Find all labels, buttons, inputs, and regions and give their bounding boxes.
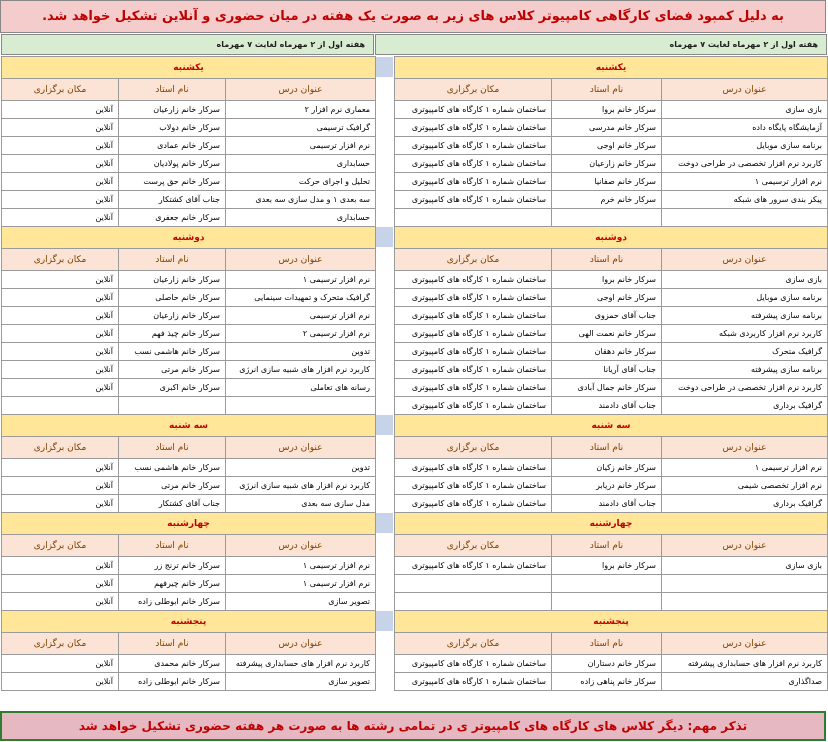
table-row	[2, 495, 376, 513]
course-cell: کاربرد نرم افزار های شبیه سازی انرژی	[226, 361, 376, 379]
course-cell: تدوین	[226, 343, 376, 361]
course-cell: نرم افزار ترسیمی ۱	[226, 557, 376, 575]
course-cell: نرم افزار ترسیمی ۱	[662, 459, 828, 477]
place-cell: آنلاین	[2, 155, 119, 173]
teacher-cell: سرکار خانم پولادیان	[119, 155, 226, 173]
course-cell: گرافیک برداری	[662, 495, 828, 513]
day-name: پنجشنبه	[395, 611, 828, 633]
table-row	[395, 307, 828, 325]
teacher-cell: جناب آقای کشتکار	[119, 191, 226, 209]
course-cell: صداگذاری	[662, 673, 828, 691]
place-cell: آنلاین	[2, 101, 119, 119]
place-cell: ساختمان شماره ۱ کارگاه های کامپیوتری	[395, 101, 552, 119]
place-cell: ساختمان شماره ۱ کارگاه های کامپیوتری	[395, 557, 552, 575]
place-cell	[395, 593, 552, 611]
teacher-cell: سرکار خانم هاشمی نسب	[119, 459, 226, 477]
teacher-cell	[552, 593, 662, 611]
course-cell: سه بعدی ۱ و مدل سازی سه بعدی	[226, 191, 376, 209]
table-row	[2, 271, 376, 289]
place-cell: آنلاین	[2, 361, 119, 379]
place-column-header: مکان برگزاری	[395, 633, 552, 655]
teacher-cell: سرکار خانم مدرسی	[552, 119, 662, 137]
table-row	[2, 343, 376, 361]
place-cell: ساختمان شماره ۱ کارگاه های کامپیوتری	[395, 289, 552, 307]
teacher-cell	[552, 575, 662, 593]
place-cell: آنلاین	[2, 557, 119, 575]
table-row	[395, 575, 828, 593]
place-cell: آنلاین	[2, 655, 119, 673]
teacher-cell: سرکار خانم مرتی	[119, 361, 226, 379]
teacher-cell: سرکار خانم خرم	[552, 191, 662, 209]
separator-block	[376, 611, 393, 631]
table-row	[2, 289, 376, 307]
teacher-cell: سرکار خانم بروا	[552, 271, 662, 289]
right-week-header: هفته اول از ۲ مهرماه لغایت ۷ مهرماه	[375, 34, 827, 55]
course-column-header: عنوان درس	[662, 79, 828, 101]
column-header-row	[2, 535, 376, 557]
course-cell: کاربرد نرم افزار های حسابداری پیشرفته	[226, 655, 376, 673]
place-cell: ساختمان شماره ۱ کارگاه های کامپیوتری	[395, 379, 552, 397]
course-cell: نرم افزار ترسیمی	[226, 137, 376, 155]
teacher-cell: سرکار خانم ابوطلی زاده	[119, 673, 226, 691]
place-cell: ساختمان شماره ۱ کارگاه های کامپیوتری	[395, 137, 552, 155]
place-cell: آنلاین	[2, 191, 119, 209]
teacher-cell: سرکار خانم نعمت الهی	[552, 325, 662, 343]
course-cell: گرافیک برداری	[662, 397, 828, 415]
teacher-cell: سرکار خانم اوجی	[552, 137, 662, 155]
course-column-header: عنوان درس	[662, 535, 828, 557]
teacher-cell: سرکار خانم حاصلی	[119, 289, 226, 307]
day-name: دوشنبه	[395, 227, 828, 249]
teacher-cell: سرکار خانم محمدی	[119, 655, 226, 673]
table-row	[395, 289, 828, 307]
teacher-cell: سرکار خانم دولاب	[119, 119, 226, 137]
teacher-cell: سرکار خانم پناهی زاده	[552, 673, 662, 691]
teacher-cell: سرکار خانم هاشمی نسب	[119, 343, 226, 361]
table-row	[395, 173, 828, 191]
course-cell: نرم افزار ترسیمی ۱	[226, 271, 376, 289]
table-row	[2, 173, 376, 191]
place-cell: آنلاین	[2, 271, 119, 289]
place-cell: آنلاین	[2, 673, 119, 691]
day-header-row	[2, 415, 376, 437]
place-cell: آنلاین	[2, 119, 119, 137]
course-cell: کاربرد نرم افزار تخصصی در طراحی دوخت	[662, 155, 828, 173]
place-cell: آنلاین	[2, 209, 119, 227]
column-header-row	[395, 437, 828, 459]
place-cell: آنلاین	[2, 593, 119, 611]
teacher-cell: جناب آقای دادمند	[552, 495, 662, 513]
place-cell: آنلاین	[2, 379, 119, 397]
teacher-cell: سرکار خانم زارعیان	[552, 155, 662, 173]
place-cell: ساختمان شماره ۱ کارگاه های کامپیوتری	[395, 119, 552, 137]
teacher-cell: سرکار خانم دریابر	[552, 477, 662, 495]
table-row	[2, 655, 376, 673]
place-cell: ساختمان شماره ۱ کارگاه های کامپیوتری	[395, 191, 552, 209]
day-header-row	[395, 611, 828, 633]
table-row	[2, 593, 376, 611]
column-header-row	[2, 249, 376, 271]
place-cell: آنلاین	[2, 459, 119, 477]
left-week-header: هفته اول از ۲ مهرماه لغایت ۷ مهرماه	[1, 34, 374, 55]
table-row	[2, 397, 376, 415]
place-cell: ساختمان شماره ۱ کارگاه های کامپیوتری	[395, 495, 552, 513]
teacher-cell: سرکار خانم چیذ فهم	[119, 325, 226, 343]
course-cell: نرم افزار ترسیمی ۱	[662, 173, 828, 191]
day-name: سه شنبه	[2, 415, 376, 437]
course-cell: برنامه سازی موبایل	[662, 137, 828, 155]
day-header-row	[2, 611, 376, 633]
course-cell: پیکر بندی سرور های شبکه	[662, 191, 828, 209]
separator-block	[376, 513, 393, 533]
separator-block	[376, 227, 393, 247]
teacher-cell: سرکار خانم مرتی	[119, 477, 226, 495]
teacher-cell: سرکار خانم اکبری	[119, 379, 226, 397]
day-header-row	[395, 57, 828, 79]
place-cell: آنلاین	[2, 495, 119, 513]
place-cell: ساختمان شماره ۱ کارگاه های کامپیوتری	[395, 155, 552, 173]
table-row	[395, 495, 828, 513]
course-cell: گرافیک ترسیمی	[226, 119, 376, 137]
course-column-header: عنوان درس	[226, 633, 376, 655]
table-row	[2, 325, 376, 343]
course-cell: برنامه سازی موبایل	[662, 289, 828, 307]
course-cell: آزمایشگاه پایگاه داده	[662, 119, 828, 137]
day-name: چهارشنبه	[395, 513, 828, 535]
day-header-row	[395, 415, 828, 437]
place-cell: ساختمان شماره ۱ کارگاه های کامپیوتری	[395, 343, 552, 361]
table-row	[2, 307, 376, 325]
course-cell: تحلیل و اجرای حرکت	[226, 173, 376, 191]
separator-block	[376, 415, 393, 435]
course-cell	[662, 575, 828, 593]
table-row	[395, 655, 828, 673]
course-cell: برنامه سازی پیشرفته	[662, 307, 828, 325]
course-column-header: عنوان درس	[226, 249, 376, 271]
teacher-cell: سرکار خانم اوجی	[552, 289, 662, 307]
place-cell	[395, 575, 552, 593]
table-row	[2, 575, 376, 593]
place-column-header: مکان برگزاری	[395, 79, 552, 101]
table-row	[395, 477, 828, 495]
day-header-row	[395, 513, 828, 535]
teacher-cell: سرکار خانم عمادی	[119, 137, 226, 155]
teacher-column-header: نام استاد	[119, 249, 226, 271]
course-cell	[662, 209, 828, 227]
place-cell: ساختمان شماره ۱ کارگاه های کامپیوتری	[395, 673, 552, 691]
course-column-header: عنوان درس	[662, 633, 828, 655]
teacher-column-header: نام استاد	[119, 633, 226, 655]
teacher-cell	[119, 397, 226, 415]
column-header-row	[395, 249, 828, 271]
course-cell: کاربرد نرم افزار کاربردی شبکه	[662, 325, 828, 343]
day-name: یکشنبه	[2, 57, 376, 79]
course-cell: بازی سازی	[662, 557, 828, 575]
course-cell: تصویر سازی	[226, 593, 376, 611]
day-header-row	[2, 57, 376, 79]
course-cell: حسابداری	[226, 209, 376, 227]
teacher-cell: سرکار خانم چیرفهم	[119, 575, 226, 593]
teacher-column-header: نام استاد	[552, 535, 662, 557]
place-cell: ساختمان شماره ۱ کارگاه های کامپیوتری	[395, 361, 552, 379]
course-cell: کاربرد نرم افزار های شبیه سازی انرژی	[226, 477, 376, 495]
course-cell: تدوین	[226, 459, 376, 477]
column-header-row	[395, 633, 828, 655]
teacher-cell: سرکار خانم بروا	[552, 101, 662, 119]
table-row	[395, 343, 828, 361]
day-name: چهارشنبه	[2, 513, 376, 535]
course-column-header: عنوان درس	[226, 79, 376, 101]
table-row	[2, 673, 376, 691]
course-cell: حسابداری	[226, 155, 376, 173]
course-cell: کاربرد نرم افزار های حسابداری پیشرفته	[662, 655, 828, 673]
teacher-column-header: نام استاد	[119, 535, 226, 557]
course-cell: معماری نرم افزار ۲	[226, 101, 376, 119]
place-cell: آنلاین	[2, 325, 119, 343]
table-row	[395, 593, 828, 611]
table-row	[2, 477, 376, 495]
table-row	[395, 673, 828, 691]
course-cell: برنامه سازی پیشرفته	[662, 361, 828, 379]
table-row	[395, 397, 828, 415]
day-name: سه شنبه	[395, 415, 828, 437]
place-column-header: مکان برگزاری	[2, 437, 119, 459]
teacher-cell: جناب آقای کشتکار	[119, 495, 226, 513]
course-cell: تصویر سازی	[226, 673, 376, 691]
day-header-row	[2, 513, 376, 535]
column-header-row	[2, 633, 376, 655]
table-row	[395, 459, 828, 477]
place-cell: ساختمان شماره ۱ کارگاه های کامپیوتری	[395, 307, 552, 325]
place-cell: آنلاین	[2, 289, 119, 307]
place-column-header: مکان برگزاری	[395, 437, 552, 459]
table-row	[395, 361, 828, 379]
table-row	[2, 459, 376, 477]
teacher-cell: جناب آقای دادمند	[552, 397, 662, 415]
table-row	[2, 191, 376, 209]
teacher-cell: سرکار خانم جمال آبادی	[552, 379, 662, 397]
table-row	[395, 271, 828, 289]
teacher-column-header: نام استاد	[552, 437, 662, 459]
column-header-row	[2, 79, 376, 101]
place-column-header: مکان برگزاری	[2, 535, 119, 557]
table-row	[2, 557, 376, 575]
table-row	[395, 325, 828, 343]
day-header-row	[2, 227, 376, 249]
table-row	[2, 209, 376, 227]
teacher-cell: سرکار خانم زارعیان	[119, 101, 226, 119]
table-row	[2, 137, 376, 155]
course-column-header: عنوان درس	[662, 249, 828, 271]
course-cell: گرافیک متحرک و تمهیدات سینمایی	[226, 289, 376, 307]
day-header-row	[395, 227, 828, 249]
place-cell: ساختمان شماره ۱ کارگاه های کامپیوتری	[395, 325, 552, 343]
course-cell: بازی سازی	[662, 271, 828, 289]
table-row	[395, 101, 828, 119]
course-column-header: عنوان درس	[662, 437, 828, 459]
day-name: پنجشنبه	[2, 611, 376, 633]
teacher-column-header: نام استاد	[119, 437, 226, 459]
day-name: یکشنبه	[395, 57, 828, 79]
course-cell	[662, 593, 828, 611]
teacher-column-header: نام استاد	[552, 79, 662, 101]
separator-block	[376, 57, 393, 77]
place-column-header: مکان برگزاری	[2, 249, 119, 271]
teacher-cell: سرکار خانم دستاران	[552, 655, 662, 673]
place-cell: آنلاین	[2, 173, 119, 191]
course-cell: گرافیک متحرک	[662, 343, 828, 361]
column-header-row	[395, 79, 828, 101]
teacher-cell: سرکار خانم زکیان	[552, 459, 662, 477]
place-cell: آنلاین	[2, 477, 119, 495]
table-row	[2, 379, 376, 397]
table-row	[395, 379, 828, 397]
teacher-cell: سرکار خانم جعفری	[119, 209, 226, 227]
place-cell: ساختمان شماره ۱ کارگاه های کامپیوتری	[395, 459, 552, 477]
teacher-column-header: نام استاد	[552, 249, 662, 271]
day-name: دوشنبه	[2, 227, 376, 249]
place-cell: ساختمان شماره ۱ کارگاه های کامپیوتری	[395, 173, 552, 191]
teacher-cell: سرکار خانم دهقان	[552, 343, 662, 361]
course-cell: مدل سازی سه بعدی	[226, 495, 376, 513]
table-row	[395, 119, 828, 137]
place-cell: آنلاین	[2, 343, 119, 361]
place-cell: آنلاین	[2, 137, 119, 155]
place-cell	[395, 209, 552, 227]
course-cell: نرم افزار ترسیمی ۲	[226, 325, 376, 343]
course-cell: نرم افزار تخصصی شیمی	[662, 477, 828, 495]
teacher-cell: جناب آقای حمزوی	[552, 307, 662, 325]
place-cell: ساختمان شماره ۱ کارگاه های کامپیوتری	[395, 655, 552, 673]
teacher-cell: سرکار خانم زارعیان	[119, 271, 226, 289]
place-column-header: مکان برگزاری	[2, 633, 119, 655]
place-column-header: مکان برگزاری	[395, 535, 552, 557]
table-row	[395, 209, 828, 227]
teacher-column-header: نام استاد	[552, 633, 662, 655]
course-cell: نرم افزار ترسیمی ۱	[226, 575, 376, 593]
place-column-header: مکان برگزاری	[395, 249, 552, 271]
teacher-cell: سرکار خانم بروا	[552, 557, 662, 575]
place-cell: ساختمان شماره ۱ کارگاه های کامپیوتری	[395, 397, 552, 415]
place-cell: ساختمان شماره ۱ کارگاه های کامپیوتری	[395, 271, 552, 289]
table-row	[395, 557, 828, 575]
place-column-header: مکان برگزاری	[2, 79, 119, 101]
place-cell: ساختمان شماره ۱ کارگاه های کامپیوتری	[395, 477, 552, 495]
table-row	[2, 119, 376, 137]
course-cell	[226, 397, 376, 415]
course-cell: نرم افزار ترسیمی	[226, 307, 376, 325]
place-cell: آنلاین	[2, 307, 119, 325]
course-cell: کاربرد نرم افزار تخصصی در طراحی دوخت	[662, 379, 828, 397]
course-column-header: عنوان درس	[226, 535, 376, 557]
table-row	[2, 361, 376, 379]
table-row	[395, 191, 828, 209]
bottom-banner: تذکر مهم: دیگر کلاس های کارگاه های کامپیوتر ی در تمامی رشته ها به صورت هر هفته حضوری تشکیل خواهد شد	[0, 711, 826, 741]
teacher-cell: سرکار خانم حق پرست	[119, 173, 226, 191]
column-header-row	[395, 535, 828, 557]
place-cell	[2, 397, 119, 415]
teacher-cell: سرکار خانم صفانیا	[552, 173, 662, 191]
table-row	[395, 137, 828, 155]
teacher-column-header: نام استاد	[119, 79, 226, 101]
column-header-row	[2, 437, 376, 459]
course-cell: رسانه های تعاملی	[226, 379, 376, 397]
top-banner: به دلیل کمبود فضای کارگاهی کامپیوتر کلاس های زیر به صورت یک هفته در میان حضوری و آنلاین تشکیل خواهد شد.	[0, 0, 826, 33]
teacher-cell	[552, 209, 662, 227]
table-row	[395, 155, 828, 173]
course-column-header: عنوان درس	[226, 437, 376, 459]
teacher-cell: جناب آقای آریانا	[552, 361, 662, 379]
teacher-cell: سرکار خانم زارعیان	[119, 307, 226, 325]
teacher-cell: سرکار خانم ابوطلی زاده	[119, 593, 226, 611]
teacher-cell: سرکار خانم ترنج زر	[119, 557, 226, 575]
table-row	[2, 155, 376, 173]
table-row	[2, 101, 376, 119]
place-cell: آنلاین	[2, 575, 119, 593]
course-cell: بازی سازی	[662, 101, 828, 119]
